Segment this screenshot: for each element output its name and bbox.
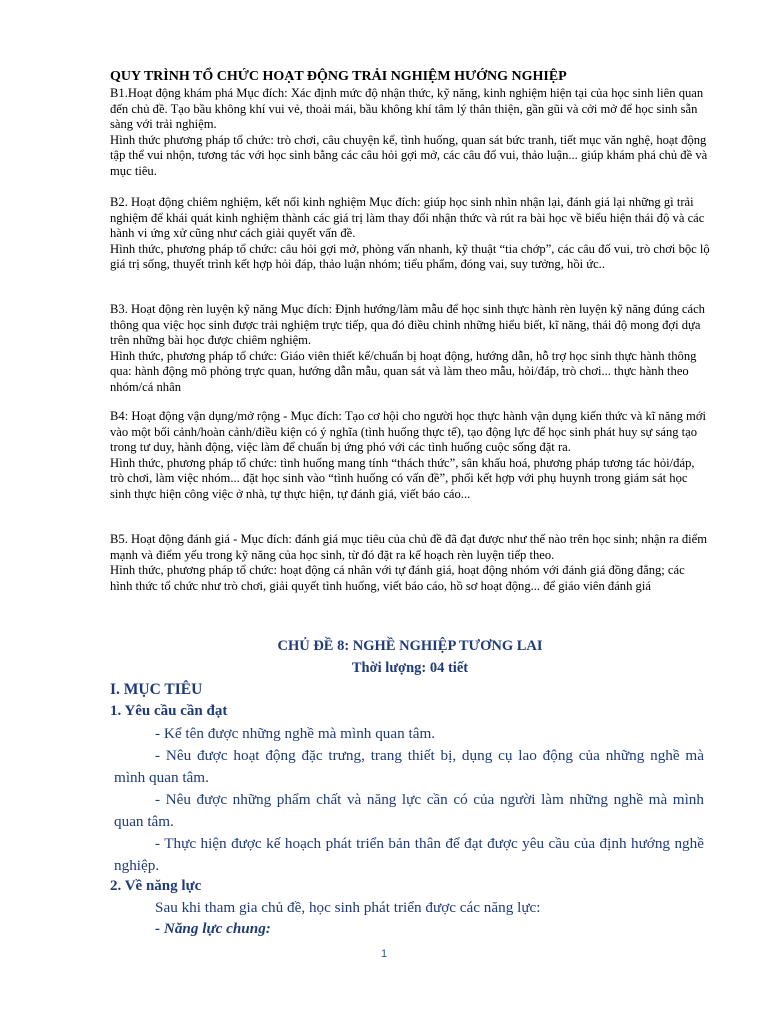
step-4-purpose: B4: Hoạt động vận dụng/mở rộng - Mục đích: Tạo cơ hội cho người học thực hành vận dụng kiến thức và kĩ năng mới vào một bối cảnh/hoàn cảnh/điều kiện có ý nghĩa (tình huống thực tế), tạo động lực để học sinh phát huy sự sáng tạo trong tư duy, hành động, việc làm để chuẩn bị ứng phó với các tình huống cuộc sống đặt ra. [110,409,707,455]
step-1-purpose: B1.Hoạt động khám phá Mục đích: Xác định mức độ nhận thức, kỹ năng, kinh nghiệm hiện tại của học sinh liên quan đến chủ đề. Tạo bầu không khí vui vẻ, thoải mái, bầu không khí tâm lý thân thiện, gần gũi và cởi mở để học sinh sẵn sàng với trải nghiệm. [110,86,704,132]
topic-title: CHỦ ĐỀ 8: NGHỀ NGHIỆP TƯƠNG LAI [277,638,543,654]
step-5-purpose: B5. Hoạt động đánh giá - Mục đích: đánh giá mục tiêu của chủ đề đã đạt được như thế nào trên học sinh; nhận ra điểm mạnh và điểm yếu trong kỹ năng của học sinh, từ đó đặt ra kế hoạch rèn luyện tiếp theo. [110,532,708,562]
section-objectives: I. MỤC TIÊU [110,681,203,698]
requirement-2: - Nêu được hoạt động đặc trưng, trang thiết bị, dụng cụ lao động của những nghề mà mình quan tâm. [114,747,704,786]
requirement-1: - Kể tên được những nghề mà mình quan tâm. [155,725,436,742]
step-5 [110,532,710,594]
step-2-purpose: B2. Hoạt động chiêm nghiệm, kết nối kinh nghiệm Mục đích: giúp học sinh nhìn nhận lại, đánh giá lại những gì trải nghiệm để khái quát kinh nghiệm thành các giá trị làm thay đổi nhận thức và rút ra bài học về biểu hiện thái độ và các hành vi ứng xử cũng như cách giải quyết vấn đề. [110,195,705,241]
competencies-intro: Sau khi tham gia chủ đề, học sinh phát triển được các năng lực: [155,899,541,916]
step-1 [110,86,710,180]
step-2 [110,195,710,273]
step-1-methods: Hình thức phương pháp tổ chức: trò chơi, câu chuyện kể, tình huống, quan sát bức tranh, tiết mục văn nghệ, hoạt động tập thể vui nhộn, tương tác với học sinh bằng các câu hỏi gợi mở, các câu đố vui, thảo luận... giúp khám phá chủ đề và mục tiêu. [110,132,708,178]
subsection-requirements: 1. Yêu cầu cần đạt [110,703,228,719]
requirement-4: - Thực hiện được kế hoạch phát triển bản thân để đạt được yêu cầu của định hướng nghề nghiệp. [114,835,704,874]
requirement-3: - Nêu được những phẩm chất và năng lực cần có của người làm những nghề mà mình quan tâm. [114,791,704,830]
general-competency: - Năng lực chung: [155,920,271,937]
step-2-methods: Hình thức, phương pháp tổ chức: câu hỏi gợi mở, phỏng vấn nhanh, kỹ thuật “tia chớp”, các câu đố vui, trò chơi bộc lộ giá trị sống, thuyết trình kết hợp hỏi đáp, thảo luận nhóm; tiểu phẩm, đóng vai, suy tưởng, hồi ức.. [110,241,710,272]
step-3-methods: Hình thức, phương pháp tổ chức: Giáo viên thiết kế/chuẩn bị hoạt động, hướng dẫn, hỗ trợ học sinh thực hành thông qua: hành động mô phỏng trực quan, hướng dẫn mẫu, quan sát và làm theo mẫu, hỏi/đáp, trò chơi... thực hành theo nhóm/cá nhân [110,348,697,394]
step-4-methods: Hình thức, phương pháp tổ chức: tình huống mang tính “thách thức”, sân khấu hoá, phương pháp tương tác hỏi/đáp, trò chơi, làm việc nhóm... đặt học sinh vào “tình huống có vấn đề”, phối kết hợp với phụ huynh trong giám sát học sinh thực hiện công việc ở nhà, tự thực hiện, tự đánh giá, viết báo cáo... [110,455,695,501]
step-3 [110,302,710,396]
page-number: 1 [380,948,388,960]
document-title: QUY TRÌNH TỔ CHỨC HOẠT ĐỘNG TRẢI NGHIỆM HƯỚNG NGHIỆP [110,69,567,84]
step-4 [110,409,710,503]
step-3-purpose: B3. Hoạt động rèn luyện kỹ năng Mục đích: Định hướng/làm mẫu để học sinh thực hành rèn luyện kỹ năng đúng cách thông qua việc học sinh được trải nghiệm trực tiếp, qua đó điều chỉnh những hiểu biết, kĩ năng, thái độ mong đợi dựa trên những bài học được chiêm nghiệm. [110,302,705,348]
step-5-methods: Hình thức, phương pháp tổ chức: hoạt động cá nhân với tự đánh giá, hoạt động nhóm với đánh giá đồng đẳng; các hình thức tổ chức như trò chơi, giải quyết tình huống, viết báo cáo, hồ sơ hoạt động... để giáo viên đánh giá [110,563,685,593]
subsection-competencies: 2. Về năng lực [110,878,202,894]
topic-duration: Thời lượng: 04 tiết [351,660,469,676]
